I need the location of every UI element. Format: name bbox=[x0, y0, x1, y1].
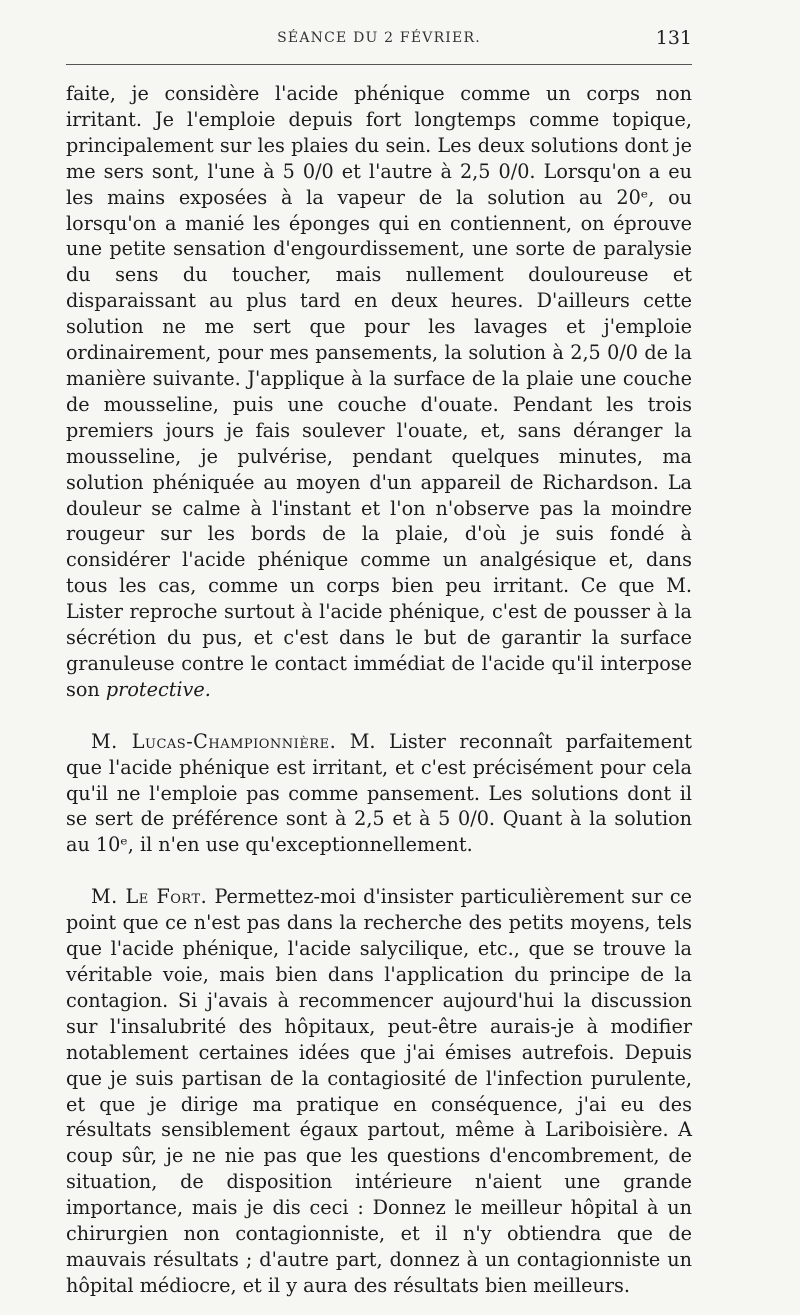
page-number: 131 bbox=[655, 27, 692, 49]
paragraph-3-text: Permettez-moi d'insister particulièrement sur ce point que ce n'est pas dans la recherche des petits moyens, tels que l'acide phénique, l'acide salycilique, etc., que se trouve la véritable voie, mais bien dans l'application du principe de la contagion. Si j'avais à recommencer aujourd'hui la discussion sur l'insalubrité des hôpitaux, peut-être aurais-je à modifier notablement certaines idées que j'ai émises autrefois. Depuis que je suis partisan de la contagiosité de l'infection purulente, et que je dirige ma pratique en conséquence, j'ai eu des résultats sensiblement égaux partout, même à Lariboisière. A coup sûr, je ne nie pas que les questions d'encombrement, de situation, de disposition intérieure n'aient une grande importance, mais je dis ceci : Donnez le meilleur hôpital à un chirurgien non contagionniste, et il n'y obtiendra que de mauvais résultats ; d'autre part, donnez à un contagionniste un hôpital médiocre, et il y aura des résultats bien meilleurs. bbox=[66, 885, 692, 1297]
paragraph-gap bbox=[66, 858, 692, 884]
paragraph-1-text: faite, je considère l'acide phénique comme un corps non irritant. Je l'emploie depuis fort longtemps comme topique, principalement sur les plaies du sein. Les deux solutions dont je me sers sont, l'une à 5 0/0 et l'autre à 2,5 0/0. Lorsqu'on a eu les mains exposées à la vapeur de la solution au 20ᵉ, ou lorsqu'on a manié les éponges qui en contiennent, on éprouve une petite sensation d'engourdissement, une sorte de paralysie du sens du toucher, mais nullement douloureuse et disparaissant au plus tard en deux heures. D'ailleurs cette solution ne me sert que pour les lavages et j'emploie ordinairement, pour mes pansements, la solution à 2,5 0/0 de la manière suivante. J'applique à la surface de la plaie une couche de mousseline, puis une couche d'ouate. Pendant les trois premiers jours je fais soulever l'ouate, et, sans déranger la mousseline, je pulvérise, pendant quelques minutes, ma solution phéniquée au moyen d'un appareil de Richardson. La douleur se calme à l'instant et l'on n'observe pas la moindre rougeur sur les bords de la plaie, d'où je suis fondé à considérer l'acide phénique comme un analgésique et, dans tous les cas, comme un corps bien peu irritant. Ce que M. Lister reproche surtout à l'acide phénique, c'est de pousser à la sécrétion du pus, et c'est dans le but de garantir la surface granuleuse contre le contact immédiat de l'acide qu'il interpose son bbox=[66, 82, 692, 701]
body-text bbox=[66, 81, 692, 1299]
paragraph-3-speaker: M. Le Fort. bbox=[91, 885, 208, 909]
paragraph-1-emphasis: protective. bbox=[105, 677, 211, 701]
paragraph-2-text: M. Lister reconnaît parfaitement que l'acide phénique est irritant, et c'est précisément pour cela qu'il ne l'emploie pas comme pansement. Les solutions dont il se sert de préférence sont à 2,5 et à 5 0/0. Quant à la solution au 10ᵉ, il n'en use qu'exceptionnellement. bbox=[66, 729, 692, 857]
running-head: SÉANCE DU 2 FÉVRIER. bbox=[277, 30, 481, 46]
page-header bbox=[66, 27, 692, 54]
paragraph-3 bbox=[66, 884, 692, 1299]
paragraph-2 bbox=[66, 729, 692, 859]
header-rule bbox=[66, 64, 692, 65]
paragraph-2-speaker: M. Lucas-Championnière. bbox=[91, 729, 337, 753]
paragraph-gap bbox=[66, 703, 692, 729]
paragraph-1 bbox=[66, 81, 692, 703]
